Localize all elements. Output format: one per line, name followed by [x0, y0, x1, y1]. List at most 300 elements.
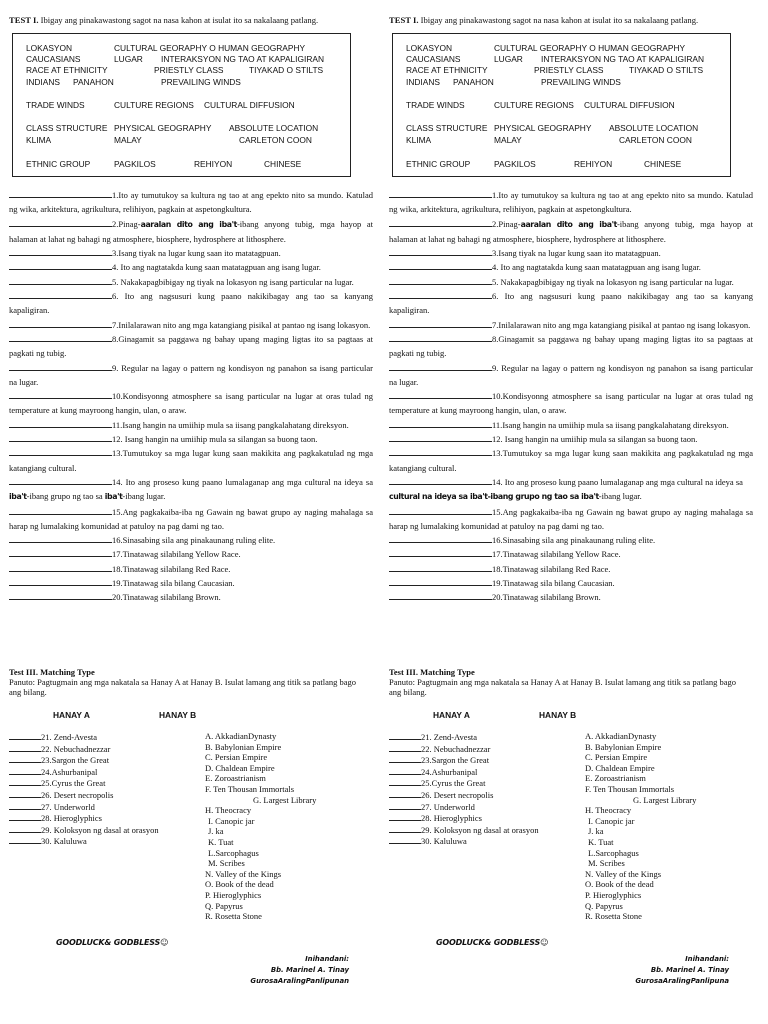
word-bank-term: PHYSICAL GEOGRAPHY [494, 123, 592, 133]
choice-item: I. Canopic jar [588, 815, 635, 826]
word-bank-term: CLASS STRUCTURE [406, 123, 488, 133]
question-item [389, 533, 753, 547]
test3-title: Test III. Matching Type [9, 667, 95, 677]
word-bank-term: CHINESE [644, 159, 682, 169]
word-bank-term: ABSOLUTE LOCATION [609, 123, 699, 133]
matching-item [9, 789, 209, 801]
word-bank-term: PRIESTLY CLASS [154, 65, 224, 75]
answer-blank[interactable] [389, 743, 421, 752]
word-bank-term: PREVAILING WINDS [541, 77, 621, 87]
answer-blank[interactable] [389, 275, 492, 285]
question-number: 4. [112, 262, 119, 273]
matching-item-text: 24.Ashurbanipal [41, 766, 98, 777]
answer-blank[interactable] [389, 361, 492, 371]
answer-blank[interactable] [389, 533, 492, 543]
question-text: Tinatawag silabilang Red Race. [502, 563, 611, 574]
test3-title: Test III. Matching Type [389, 667, 475, 677]
question-text: Isang tiyak na lugar kung saan ito matatagpuan. [118, 248, 281, 259]
word-bank-term: LUGAR [494, 54, 523, 64]
answer-blank[interactable] [9, 432, 112, 442]
question-text: Inilalarawan nito ang mga katangiang pisikal at pantao ng isang lokasyon. [118, 319, 371, 330]
word-bank-term: CULTURAL DIFFUSION [204, 100, 295, 110]
question-text: Isang hangin na umiihip mula sa silangan sa buong taon. [122, 434, 318, 445]
choice-item: Q. Papyrus [585, 900, 623, 911]
answer-blank[interactable] [9, 743, 41, 752]
question-text: Nakakapagbibigay ng tiyak na lokasyon ng isang particular na lugar. [118, 276, 354, 287]
handwritten-text: cultural na ideya sa iba't-ibang grupo ng tao sa iba't [389, 492, 599, 502]
answer-blank[interactable] [9, 260, 112, 270]
answer-blank[interactable] [9, 475, 112, 485]
hanay-b-header: HANAY B [159, 710, 197, 720]
answer-blank[interactable] [389, 835, 421, 844]
answer-blank[interactable] [389, 217, 492, 227]
question-number: 8. [492, 333, 499, 344]
choice-item: M. Scribes [208, 858, 245, 869]
hanay-b-list [205, 731, 385, 922]
matching-item [389, 789, 589, 801]
word-bank-term: CARLETON COON [619, 135, 692, 145]
question-item [9, 533, 373, 547]
question-number: 15. [112, 506, 123, 517]
question-item [9, 418, 373, 432]
question-text: Tinatawag sila bilang Caucasian. [122, 578, 235, 589]
answer-blank[interactable] [389, 332, 492, 342]
choice-item: H. Theocracy [205, 805, 252, 816]
question-text: Ito ang nagtatakda kung saan matatagpuan ang isang lugar. [118, 262, 321, 273]
word-bank-term: MALAY [494, 135, 522, 145]
question-number: 11. [492, 419, 503, 430]
choice-item: O. Book of the dead [585, 879, 654, 890]
answer-blank[interactable] [9, 590, 112, 600]
matching-item-text: 22. Nebuchadnezzar [421, 743, 491, 754]
matching-item-text: 21. Zend-Avesta [421, 732, 478, 742]
word-bank-term: LUGAR [114, 54, 143, 64]
choice-item: I. Canopic jar [208, 815, 255, 826]
question-item [389, 318, 753, 332]
question-item [389, 590, 753, 604]
hanay-a-header: HANAY A [53, 710, 90, 720]
question-text: -ibang anyong tubig, mga hayop at halaman at lahat ng bahagi ng atmosphere, biosphere, hydrosphere at lithosphere. [389, 218, 753, 244]
question-number: 4. [492, 262, 499, 273]
question-number: 11. [112, 419, 123, 430]
word-bank-term: LOKASYON [26, 43, 73, 53]
word-bank-term: INDIANS [406, 77, 440, 87]
question-item [389, 475, 753, 505]
choice-item: B. Babylonian Empire [205, 741, 282, 752]
question-item [389, 389, 753, 418]
question-text: Tinatawag silabilang Yellow Race. [502, 549, 621, 560]
hanay-a-list [9, 731, 209, 847]
answer-blank[interactable] [389, 418, 492, 428]
question-number: 15. [492, 506, 503, 517]
word-bank-term: ABSOLUTE LOCATION [229, 123, 319, 133]
question-item [389, 432, 753, 446]
matching-item [389, 743, 589, 755]
matching-item [389, 731, 589, 743]
question-text: Pinag- [118, 218, 141, 229]
question-number: 16. [492, 535, 503, 546]
question-text: Inilalarawan nito ang mga katangiang pisikal at pantao ng isang lokasyon. [498, 319, 751, 330]
question-number: 20. [492, 592, 503, 603]
matching-item [389, 835, 589, 847]
matching-item-text: 29. Koloksyon ng dasal at orasyon [41, 824, 159, 835]
word-bank-term: CULTURE REGIONS [494, 100, 574, 110]
question-item [9, 432, 373, 446]
matching-item-text: 30. Kaluluwa [41, 836, 87, 847]
question-text: Isang hangin na umiihip mula sa iisang pangkalahatang direksyon. [502, 419, 729, 430]
answer-blank[interactable] [389, 812, 421, 821]
question-item [389, 361, 753, 390]
question-item [389, 418, 753, 432]
question-text: Tinatawag sila bilang Caucasian. [502, 578, 615, 589]
answer-blank[interactable] [389, 789, 421, 798]
answer-blank[interactable] [389, 318, 492, 328]
choice-item: B. Babylonian Empire [585, 741, 662, 752]
question-item [389, 576, 753, 590]
question-text: -ibang lugar. [122, 491, 166, 502]
word-bank-term: TRADE WINDS [26, 100, 85, 110]
question-number: 5. [112, 276, 119, 287]
choice-item: N. Valley of the Kings [585, 868, 662, 879]
question-item [9, 361, 373, 390]
choice-item: O. Book of the dead [205, 879, 274, 890]
choice-item: F. Ten Thousan Immortals [205, 783, 295, 794]
answer-blank[interactable] [9, 246, 112, 256]
test-label: TEST I. [389, 15, 419, 25]
goodluck-message: GOODLUCK& GODBLESS☺ [56, 938, 169, 947]
choice-item: A. AkkadianDynasty [205, 731, 277, 741]
answer-blank[interactable] [9, 562, 112, 572]
matching-item [9, 766, 209, 778]
word-bank-term: CAUCASIANS [406, 54, 461, 64]
question-text: -ibang grupo ng tao sa [26, 491, 105, 502]
signature-name: Bb. Marinel A. Tinay [270, 966, 349, 974]
matching-item-text: 24.Ashurbanipal [421, 766, 478, 777]
question-number: 3. [112, 248, 119, 259]
hanay-a-header: HANAY A [433, 710, 470, 720]
hanay-b-header: HANAY B [539, 710, 577, 720]
answer-blank[interactable] [9, 801, 41, 810]
answer-blank[interactable] [9, 505, 112, 515]
question-number: 14. [492, 476, 503, 487]
matching-item [9, 754, 209, 766]
word-bank-term: CULTURAL GEORAPHY O HUMAN GEOGRAPHY [494, 43, 686, 53]
answer-blank[interactable] [389, 590, 492, 600]
matching-item [9, 824, 209, 836]
answer-blank[interactable] [9, 533, 112, 543]
matching-item-text: 30. Kaluluwa [421, 836, 467, 847]
answer-blank[interactable] [9, 777, 41, 786]
word-bank-term: PAGKILOS [494, 159, 536, 169]
word-bank-term: PANAHON [73, 77, 114, 87]
question-text: -ibang anyong tubig, mga hayop at halaman at lahat ng bahagi ng atmosphere, biosphere, hydrosphere at lithosphere. [9, 218, 373, 244]
question-item [9, 318, 373, 332]
answer-blank[interactable] [9, 576, 112, 586]
choice-item: N. Valley of the Kings [205, 868, 282, 879]
signature-prepared-by: Inihandani: [305, 955, 349, 963]
question-item [9, 332, 373, 361]
test-title [9, 15, 318, 25]
word-bank-term: TRADE WINDS [406, 100, 465, 110]
answer-blank[interactable] [389, 246, 492, 256]
matching-item [389, 801, 589, 813]
answer-blank[interactable] [9, 389, 112, 399]
question-item [389, 275, 753, 289]
handwritten-text: aaralan dito ang iba't [140, 219, 237, 229]
question-text: Tinatawag silabilang Red Race. [122, 563, 231, 574]
question-text: Sinasabing sila ang pinakaunang ruling elite. [122, 535, 276, 546]
signature-prepared-by: Inihandani: [685, 955, 729, 963]
answer-blank[interactable] [389, 731, 421, 740]
question-number: 8. [112, 333, 119, 344]
answer-blank[interactable] [9, 446, 112, 456]
answer-blank[interactable] [389, 260, 492, 270]
choice-item: D. Chaldean Empire [205, 762, 275, 773]
choice-item: J. ka [208, 826, 224, 837]
answer-blank[interactable] [9, 361, 112, 371]
word-bank-term: PANAHON [453, 77, 494, 87]
matching-item-text: 25.Cyrus the Great [41, 778, 106, 789]
question-text: -ibang lugar. [598, 491, 642, 502]
answer-blank[interactable] [389, 389, 492, 399]
word-bank-term: INTERAKSYON NG TAO AT KAPALIGIRAN [541, 54, 705, 64]
word-bank-term: CARLETON COON [239, 135, 312, 145]
question-text: Nakakapagbibigay ng tiyak na lokasyon ng isang particular na lugar. [498, 276, 734, 287]
question-number: 9. [112, 362, 119, 373]
test3-section [389, 667, 739, 697]
question-item [389, 260, 753, 274]
matching-item [9, 777, 209, 789]
choice-item: Q. Papyrus [205, 900, 243, 911]
matching-item-text: 27. Underworld [421, 801, 475, 812]
choice-item: P. Hieroglyphics [585, 889, 642, 900]
test1-question-list [9, 188, 373, 605]
word-bank-term: TIYAKAD O STILTS [249, 65, 324, 75]
question-text: Isang hangin na umiihip mula sa silangan sa buong taon. [502, 434, 698, 445]
question-text: Ang pagkakaiba-iba ng Gawain ng bawat grupo ay naging mahalaga sa harap ng lumalaking komunidad at patuloy na pag dami ng tao. [389, 506, 753, 531]
signature-title: GurosaAralingPanlipunan [250, 977, 349, 985]
choice-item: J. ka [588, 826, 604, 837]
handwritten-text: iba't [104, 492, 123, 502]
test-title [389, 15, 698, 25]
test3-section [9, 667, 359, 697]
choice-item: E. Zoroastrianism [205, 773, 266, 784]
question-item [389, 332, 753, 361]
question-number: 3. [492, 248, 499, 259]
answer-blank[interactable] [9, 835, 41, 844]
answer-blank[interactable] [9, 332, 112, 342]
question-item [9, 576, 373, 590]
answer-blank[interactable] [9, 824, 41, 833]
question-item [9, 505, 373, 534]
word-bank-box [12, 33, 351, 177]
question-text: Ito ang proseso kung paano lumalaganap ang mga cultural na ideya sa [122, 476, 373, 487]
matching-item [9, 731, 209, 743]
question-text: Ginagamit sa paggawa ng bahay upang maging ligtas ito sa pagtaas at pagkati ng tubig. [389, 333, 753, 359]
answer-blank[interactable] [9, 812, 41, 821]
question-number: 12. [112, 434, 123, 445]
answer-blank[interactable] [389, 446, 492, 456]
question-text: Isang tiyak na lugar kung saan ito matatagpuan. [498, 248, 661, 259]
question-number: 14. [112, 476, 123, 487]
question-text: Tinatawag silabilang Brown. [502, 592, 601, 603]
question-number: 20. [112, 592, 123, 603]
question-text: Ito ang nagsusuri kung paano nakikibagay ang tao sa kanyang kapaligiran. [389, 291, 753, 316]
answer-blank[interactable] [389, 547, 492, 557]
choice-item: H. Theocracy [585, 805, 632, 816]
question-item [389, 547, 753, 561]
word-bank-term: RACE AT ETHNICITY [26, 65, 108, 75]
answer-blank[interactable] [389, 754, 421, 763]
question-number: 5. [492, 276, 499, 287]
word-bank-term: PREVAILING WINDS [161, 77, 241, 87]
word-bank-term: PRIESTLY CLASS [534, 65, 604, 75]
answer-blank[interactable] [389, 576, 492, 586]
question-item [9, 590, 373, 604]
question-item [9, 389, 373, 418]
matching-item [389, 754, 589, 766]
word-bank-box [392, 33, 731, 177]
question-text: Sinasabing sila ang pinakaunang ruling elite. [502, 535, 656, 546]
answer-blank[interactable] [389, 505, 492, 515]
answer-blank[interactable] [9, 275, 112, 285]
question-text: Tinatawag silabilang Brown. [122, 592, 221, 603]
choice-item: K. Tuat [588, 836, 614, 847]
answer-blank[interactable] [9, 289, 112, 299]
question-text: Ang pagkakaiba-iba ng Gawain ng bawat grupo ay naging mahalaga sa harap ng lumalaking komunidad at patuloy na pag dami ng tao. [9, 506, 373, 531]
matching-item-text: 28. Hieroglyphics [421, 813, 482, 824]
question-item [9, 275, 373, 289]
test-instruction: Ibigay ang pinakawastong sagot na nasa kahon at isulat ito sa nakalaang patlang. [40, 15, 319, 25]
question-item [9, 289, 373, 318]
choice-item: R. Rosetta Stone [205, 911, 262, 922]
question-item [389, 562, 753, 576]
answer-blank[interactable] [389, 801, 421, 810]
question-item [9, 246, 373, 260]
question-number: 12. [492, 434, 503, 445]
matching-item-text: 21. Zend-Avesta [41, 732, 98, 742]
question-text: Ito ay tumutukoy sa kultura ng tao at ang epekto nito sa mundo. Katulad ng wika, arkitektura, agrikultura, relihiyon, pagkain at aspetongkultura. [389, 190, 753, 215]
question-number: 16. [112, 535, 123, 546]
answer-blank[interactable] [9, 188, 112, 198]
question-number: 10. [492, 391, 503, 402]
choice-item: G. Largest Library [253, 794, 317, 805]
handwritten-text: iba't [9, 492, 27, 502]
hanay-a-list [389, 731, 589, 847]
question-number: 18. [492, 563, 503, 574]
question-text: Ito ang nagtatakda kung saan matatagpuan ang isang lugar. [498, 262, 701, 273]
question-item [9, 188, 373, 217]
question-item [389, 217, 753, 247]
question-number: 2. [112, 218, 119, 229]
matching-item [9, 812, 209, 824]
choice-item: F. Ten Thousan Immortals [585, 783, 675, 794]
matching-item-text: 23.Sargon the Great [41, 755, 110, 766]
answer-blank[interactable] [389, 289, 492, 299]
question-number: 17. [112, 549, 123, 560]
question-item [9, 547, 373, 561]
question-number: 6. [112, 291, 119, 302]
answer-blank[interactable] [389, 432, 492, 442]
answer-blank[interactable] [389, 475, 492, 485]
question-number: 13. [112, 448, 123, 459]
question-item [389, 289, 753, 318]
answer-blank[interactable] [9, 318, 112, 328]
question-number: 7. [112, 319, 119, 330]
question-number: 13. [492, 448, 503, 459]
test3-instruction: Panuto: Pagtugmain ang mga nakatala sa Hanay A at Hanay B. Isulat lamang ang titik sa patlang bago ang bilang. [389, 677, 736, 697]
choice-item: P. Hieroglyphics [205, 889, 262, 900]
question-item [389, 246, 753, 260]
matching-item-text: 26. Desert necropolis [41, 789, 114, 800]
answer-blank[interactable] [9, 766, 41, 775]
question-text: Ginagamit sa paggawa ng bahay upang maging ligtas ito sa pagtaas at pagkati ng tubig. [9, 333, 373, 359]
word-bank-term: CULTURAL DIFFUSION [584, 100, 675, 110]
question-number: 19. [492, 578, 503, 589]
matching-item-text: 23.Sargon the Great [421, 755, 490, 766]
answer-blank[interactable] [9, 418, 112, 428]
test-label: TEST I. [9, 15, 39, 25]
matching-item [389, 777, 589, 789]
word-bank-term: REHIYON [194, 159, 233, 169]
choice-item: G. Largest Library [633, 794, 697, 805]
matching-item [9, 835, 209, 847]
question-item [9, 217, 373, 247]
answer-blank[interactable] [9, 754, 41, 763]
question-number: 10. [112, 391, 123, 402]
answer-blank[interactable] [389, 766, 421, 775]
matching-item-text: 26. Desert necropolis [421, 789, 494, 800]
answer-blank[interactable] [9, 731, 41, 740]
word-bank-term: KLIMA [26, 135, 52, 145]
question-text: Regular na lagay o pattern ng kondisyon ng panahon sa isang particular na lugar. [9, 362, 373, 387]
matching-item [389, 812, 589, 824]
question-text: Tumutukoy sa mga lugar kung saan makikita ang pagkakatulad ng mga katangiang cultural. [9, 448, 373, 473]
question-number: 17. [492, 549, 503, 560]
word-bank-term: PAGKILOS [114, 159, 156, 169]
word-bank-term: CULTURE REGIONS [114, 100, 194, 110]
question-number: 2. [492, 218, 499, 229]
answer-blank[interactable] [9, 789, 41, 798]
question-item [9, 446, 373, 475]
answer-blank[interactable] [389, 188, 492, 198]
test-instruction: Ibigay ang pinakawastong sagot na nasa kahon at isulat ito sa nakalaang patlang. [420, 15, 699, 25]
choice-item: R. Rosetta Stone [585, 911, 642, 922]
word-bank-term: CLASS STRUCTURE [26, 123, 108, 133]
hanay-b-list [585, 731, 765, 922]
word-bank-term: RACE AT ETHNICITY [406, 65, 488, 75]
question-text: Regular na lagay o pattern ng kondisyon ng panahon sa isang particular na lugar. [389, 362, 753, 387]
answer-blank[interactable] [9, 217, 112, 227]
answer-blank[interactable] [389, 777, 421, 786]
answer-blank[interactable] [9, 547, 112, 557]
choice-item: E. Zoroastrianism [585, 773, 646, 784]
choice-item: K. Tuat [208, 836, 234, 847]
answer-blank[interactable] [389, 824, 421, 833]
question-text: Isang hangin na umiihip mula sa iisang pangkalahatang direksyon. [122, 419, 349, 430]
handwritten-text: aaralan dito ang iba't [520, 219, 617, 229]
word-bank-term: ETHNIC GROUP [26, 159, 91, 169]
question-item [389, 188, 753, 217]
answer-blank[interactable] [389, 562, 492, 572]
matching-item-text: 29. Koloksyon ng dasal at orasyon [421, 824, 539, 835]
word-bank-term: PHYSICAL GEOGRAPHY [114, 123, 212, 133]
question-number: 18. [112, 563, 123, 574]
matching-item-text: 25.Cyrus the Great [421, 778, 486, 789]
question-text: Ito ang proseso kung paano lumalaganap ang mga cultural na ideya sa [502, 476, 743, 487]
word-bank-term: INDIANS [26, 77, 60, 87]
question-text: Ito ay tumutukoy sa kultura ng tao at ang epekto nito sa mundo. Katulad ng wika, arkitektura, agrikultura, relihiyon, pagkain at aspetongkultura. [9, 190, 373, 215]
